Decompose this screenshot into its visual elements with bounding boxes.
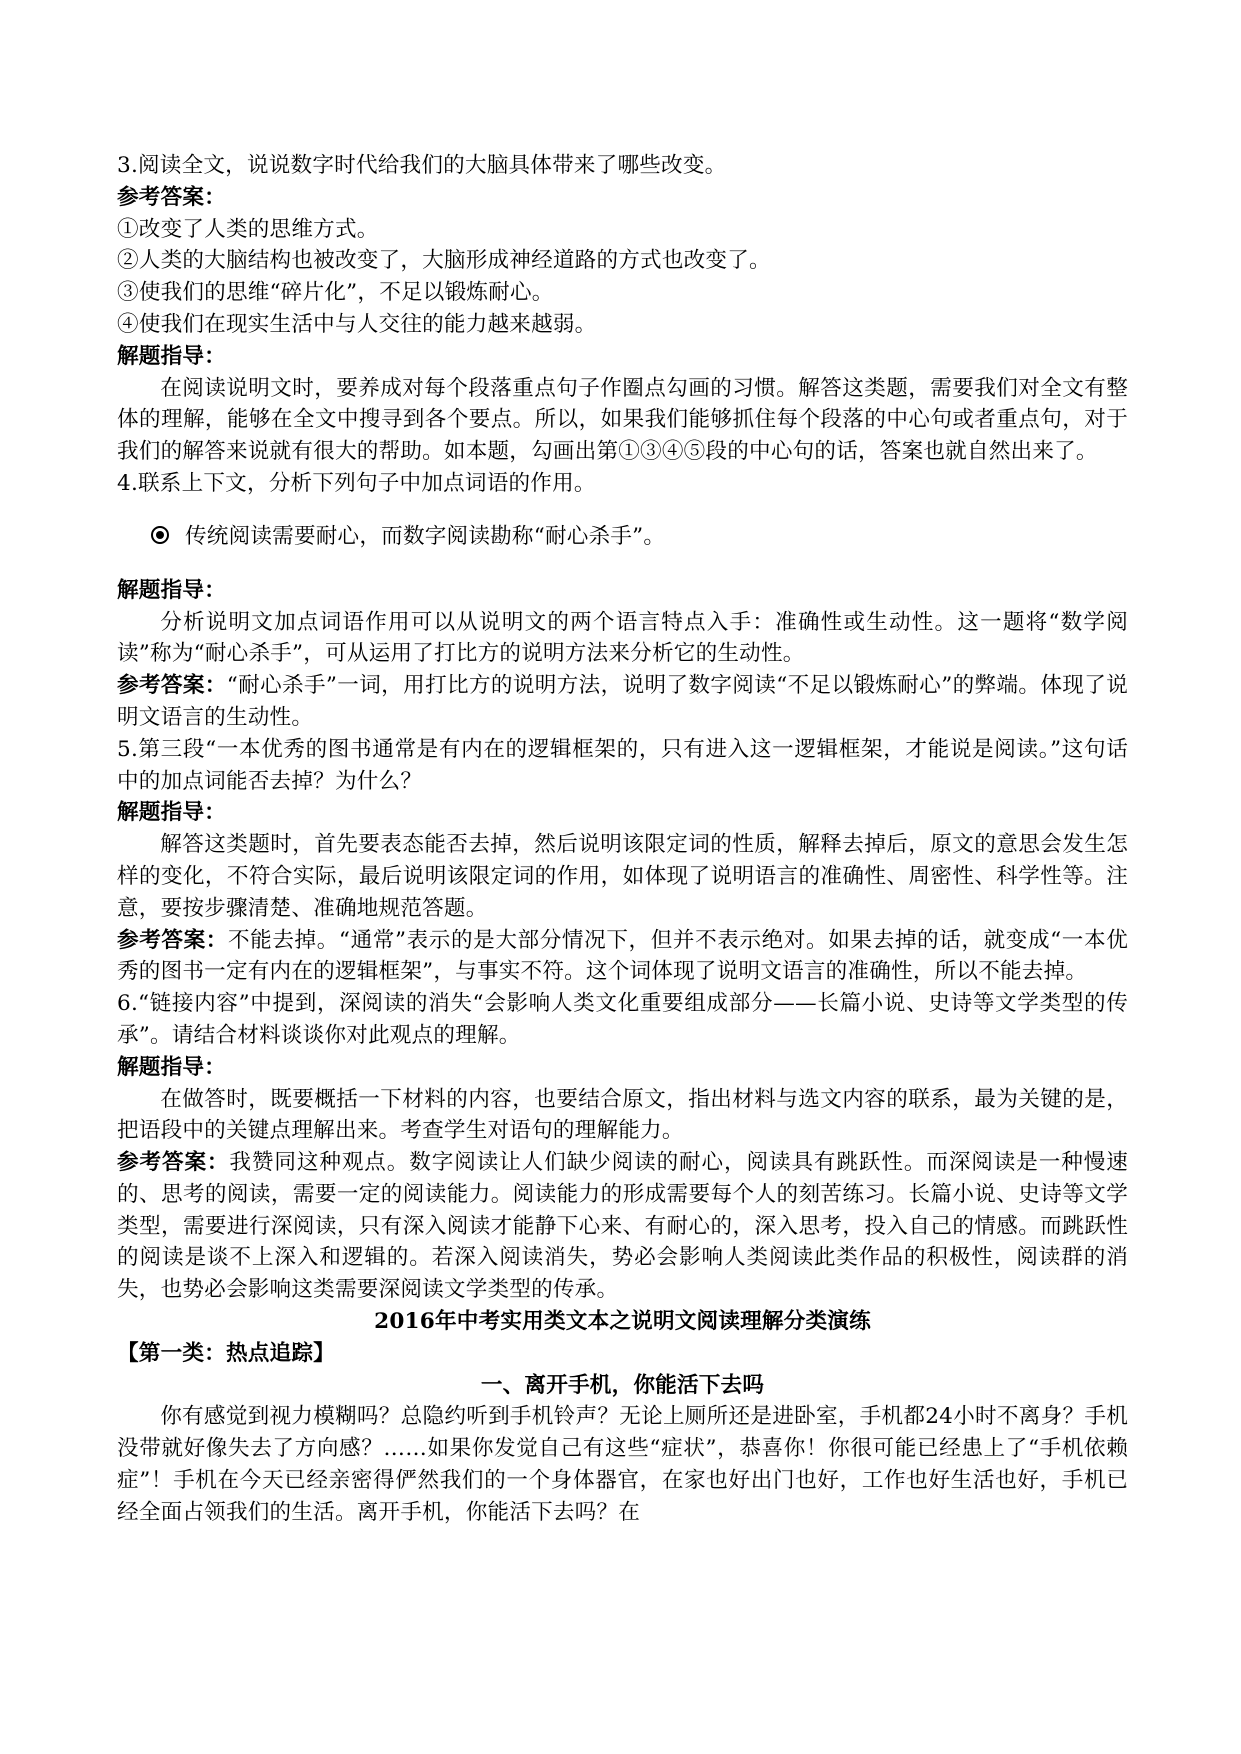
document-page [117, 150, 1128, 1529]
question-4: 4.联系上下文，分析下列句子中加点词语的作用。 [117, 470, 596, 496]
section-title: 2016年中考实用类文本之说明文阅读理解分类演练 [374, 1309, 871, 1335]
answer-label-5: 参考答案： [117, 927, 228, 953]
question-5: 5.第三段“一本优秀的图书通常是有内在的逻辑框架的，只有进入这一逻辑框架，才能说是阅读。”这句话中的加点词能否去掉？为什么？ [117, 736, 1128, 794]
answer-4 [117, 670, 1128, 734]
answer-item-3: ③使我们的思维“碎片化”，不足以锻炼耐心。 [117, 280, 554, 306]
answer-item-4: ④使我们在现实生活中与人交往的能力越来越弱。 [117, 311, 597, 337]
bullet-text: 传统阅读需要耐心，而数字阅读勘称“耐心杀手”。 [185, 524, 666, 550]
guide-label-6: 解题指导： [117, 1054, 226, 1080]
answer-text-6: 我赞同这种观点。数字阅读让人们缺少阅读的耐心，阅读具有跳跃性。而深阅读是一种慢速的、思考的阅读，需要一定的阅读能力。阅读能力的形成需要每个人的刻苦练习。长篇小说、史诗等文学类型，需要进行深阅读，只有深入阅读才能静下心来、有耐心的，深入思考，投入自己的情感。而跳跃性的阅读是谈不上深入和逻辑的。若深入阅读消失，势必会影响人类阅读此类作品的积极性，阅读群的消失，也势必会影响这类需要深阅读文学类型的传承。 [117, 1150, 1128, 1303]
answer-text-4: “耐心杀手”一词，用打比方的说明方法，说明了数字阅读“不足以锻炼耐心”的弊端。体现了说明文语言的生动性。 [117, 673, 1128, 730]
guide-text-3: 在阅读说明文时，要养成对每个段落重点句子作圈点勾画的习惯。解答这类题，需要我们对全文有整体的理解，能够在全文中搜寻到各个要点。所以，如果我们能够抓住每个段落的中心句或者重点句，对于我们的解答来说就有很大的帮助。如本题，勾画出第①③④⑤段的中心句的话，答案也就自然出来了。 [117, 375, 1128, 465]
answer-item-1: ①改变了人类的思维方式。 [117, 216, 379, 242]
guide-text-6: 在做答时，既要概括一下材料的内容，也要结合原文，指出材料与选文内容的联系，最为关键的是，把语段中的关键点理解出来。考查学生对语句的理解能力。 [117, 1086, 1128, 1144]
answer-5 [117, 925, 1128, 989]
question-3: 3.阅读全文，说说数字时代给我们的大脑具体带来了哪些改变。 [117, 153, 727, 178]
guide-text-5: 解答这类题时，首先要表态能否去掉，然后说明该限定词的性质，解释去掉后，原文的意思会发生怎样的变化，不符合实际，最后说明该限定词的作用，如体现了说明语言的准确性、周密性、科学性等。注意，要按步骤清楚、准确地规范答题。 [117, 832, 1128, 921]
answer-label-6: 参考答案： [117, 1150, 230, 1176]
question-6: 6.“链接内容”中提到，深阅读的消失“会影响人类文化重要组成部分——长篇小说、史诗等文学类型的传承”。请结合材料谈谈你对此观点的理解。 [117, 991, 1128, 1048]
category-heading: 【第一类：热点追踪】 [117, 1340, 335, 1366]
answer-item-2: ②人类的大脑结构也被改变了，大脑形成神经道路的方式也改变了。 [117, 248, 771, 274]
bullet-sentence [117, 521, 1128, 553]
article-body: 你有感觉到视力模糊吗？总隐约听到手机铃声？无论上厕所还是进卧室，手机都24小时不离身？手机没带就好像失去了方向感？……如果你发觉自己有这些“症状”，恭喜你！你很可能已经患上了“手机依赖症”！手机在今天已经亲密得俨然我们的一个身体器官，在家也好出门也好，工作也好生活也好，手机已经全面占领我们的生活。离开手机，你能活下去吗？在 [117, 1404, 1128, 1525]
answer-text-5: 不能去掉。“通常”表示的是大部分情况下，但并不表示绝对。如果去掉的话，就变成“一本优秀的图书一定有内在的逻辑框架”，与事实不符。这个词体现了说明文语言的准确性，所以不能去掉。 [117, 927, 1128, 985]
guide-label-4: 解题指导： [117, 577, 226, 603]
guide-label-3: 解题指导： [117, 343, 226, 369]
bullet-dot-icon [151, 526, 169, 544]
answer-6 [117, 1147, 1128, 1306]
guide-label-5: 解题指导： [117, 800, 226, 826]
guide-text-4: 分析说明文加点词语作用可以从说明文的两个语言特点入手：准确性或生动性。这一题将“数学阅读”称为“耐心杀手”，可从运用了打比方的说明方法来分析它的生动性。 [117, 609, 1128, 667]
article-title: 一、离开手机，你能活下去吗 [480, 1372, 765, 1398]
answer-label-4: 参考答案： [117, 673, 227, 699]
answer-label-3: 参考答案： [117, 184, 226, 210]
